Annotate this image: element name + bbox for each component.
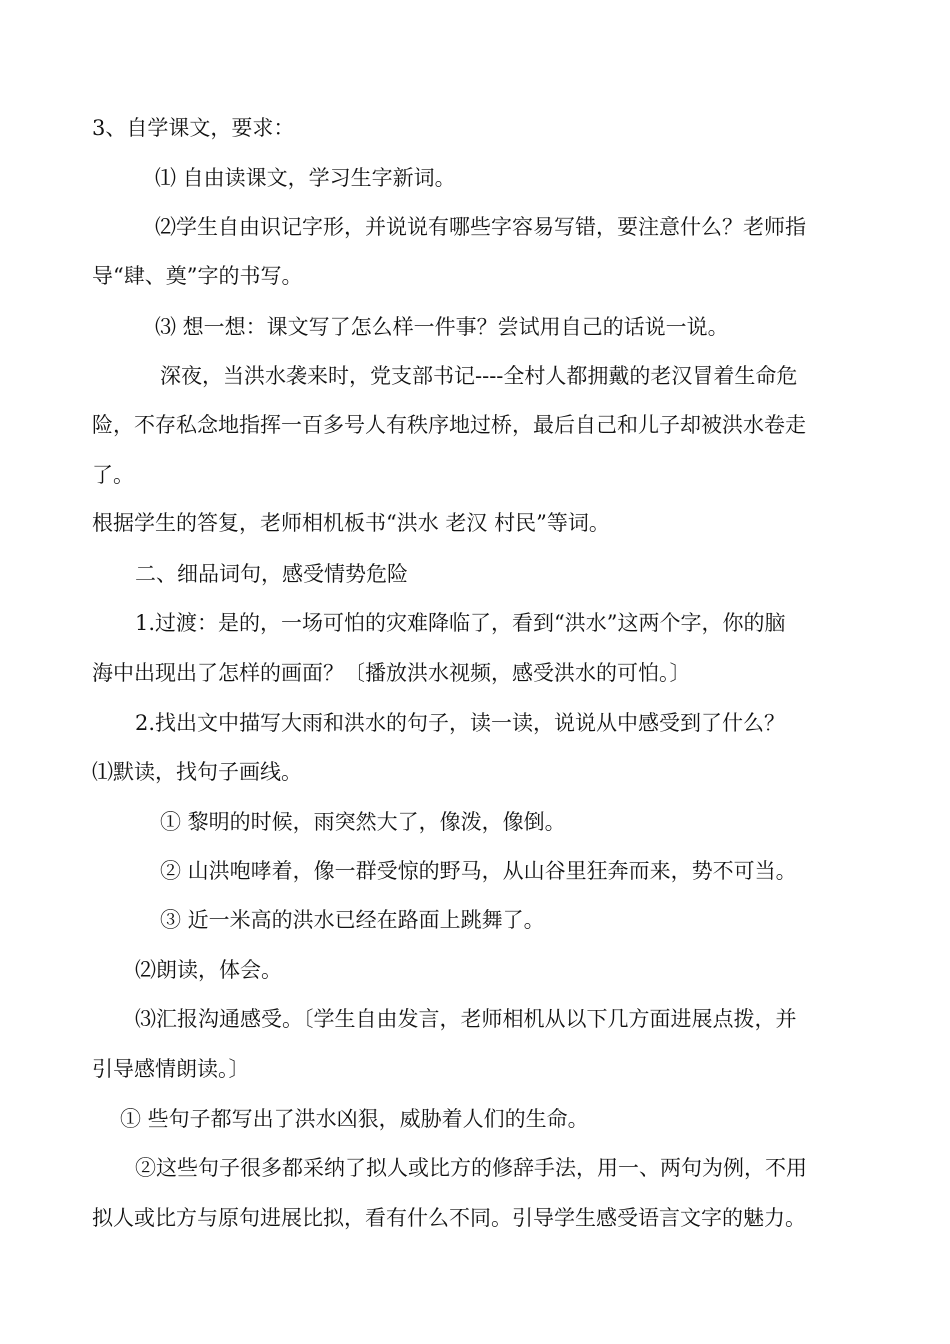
summary-paragraph-end: 了。 <box>92 463 134 487</box>
step-1-cont: 海中出现出了怎样的画面？〔播放洪水视频，感受洪水的可怕。〕 <box>92 661 691 685</box>
task-item-1: ⑴ 自由读课文，学习生字新词。 <box>155 166 456 190</box>
substep-3-cont: 引导感情朗读。〕 <box>92 1057 250 1081</box>
point-1: ① 些句子都写出了洪水凶狠，威胁着人们的生命。 <box>120 1107 589 1131</box>
point-2: ②这些句子很多都采纳了拟人或比方的修辞手法，用一、两句为例，不用 <box>135 1156 807 1180</box>
summary-paragraph-cont: 险，不存私念地指挥一百多号人有秩序地过桥，最后自己和儿子却被洪水卷走 <box>92 413 806 437</box>
board-note: 根据学生的答复，老师相机板书“洪水 老汉 村民”等词。 <box>92 511 610 535</box>
task-item-2: ⑵学生自由识记字形，并说说有哪些字容易写错，要注意什么？老师指 <box>155 215 806 239</box>
sentence-1: ① 黎明的时候，雨突然大了，像泼，像倒。 <box>160 810 566 834</box>
substep-2: ⑵朗读，体会。 <box>135 958 282 982</box>
substep-3: ⑶汇报沟通感受。〔学生自由发言，老师相机从以下几方面进展点拨，并 <box>135 1007 797 1031</box>
sentence-2: ② 山洪咆哮着，像一群受惊的野马，从山谷里狂奔而来，势不可当。 <box>160 859 797 883</box>
task-heading: 3、自学课文，要求： <box>92 116 295 140</box>
step-2: 2.找出文中描写大雨和洪水的句子，读一读，说说从中感受到了什么？ <box>135 711 786 735</box>
task-item-2-cont: 导“肆、奠”字的书写。 <box>92 264 303 288</box>
substep-1: ⑴默读，找句子画线。 <box>92 760 302 784</box>
point-2-cont: 拟人或比方与原句进展比拟，看有什么不同。引导学生感受语言文字的魅力。 <box>92 1206 806 1230</box>
summary-paragraph: 深夜，当洪水袭来时，党支部书记----全村人都拥戴的老汉冒着生命危 <box>160 364 798 388</box>
sentence-3: ③ 近一米高的洪水已经在路面上跳舞了。 <box>160 908 545 932</box>
section-heading: 二、细品词句，感受情势危险 <box>135 562 408 586</box>
step-1: 1.过渡：是的，一场可怕的灾难降临了，看到“洪水”这两个字，你的脑 <box>135 611 786 635</box>
task-item-3: ⑶ 想一想：课文写了怎么样一件事？尝试用自己的话说一说。 <box>155 315 729 339</box>
